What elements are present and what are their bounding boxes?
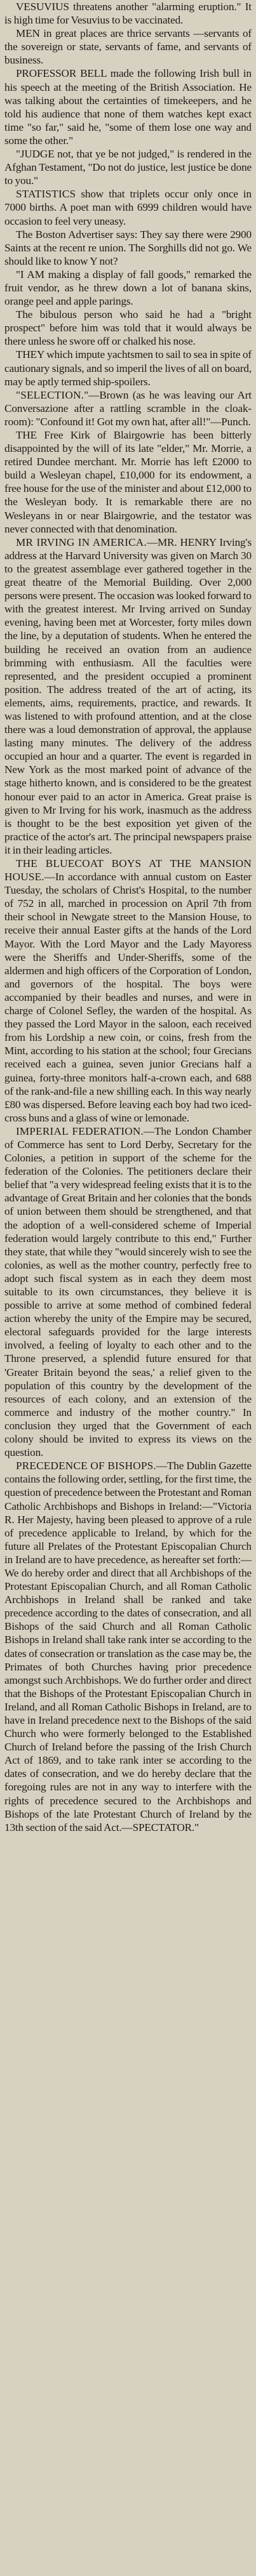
imperial-heading: IMPERIAL FEDERATION. xyxy=(16,1125,144,1137)
item-bibulous-person: The bibulous person who said he had a "bright prospect" before him was told that it would always be there unless he swore off or chalked his nose. xyxy=(4,308,252,348)
item-ship-spoilers: THEY which impute yachtsmen to sail to sea in spite of cautionary signals, and so imperil the lives of all on board, may be aptly termed ship-spoilers. xyxy=(4,348,252,388)
precedence-heading: PRECEDENCE OF BISHOPS. xyxy=(16,1460,156,1472)
item-bluecoat-boys xyxy=(4,857,252,1125)
item-professor-bell: PROFESSOR BELL made the following Irish bull in his speech at the meeting of the British Association. He was talking about the certainties of timekeepers, and he told his audience that none of them watches kept exact time "so far," said he, "some of them lose one way and some the other." xyxy=(4,67,252,147)
selection-body: —Brown (as he was leaving our Art Conversazione after a rattling scramble in the cloak-room): "Confound it! Got my own hat, after all!"—Punch. xyxy=(4,388,252,428)
selection-lead: "SELECTION." xyxy=(16,388,89,401)
statistics-body: show that triplets occur only once in 7000 births. A poet man with 6999 children would have occasion to feel very uneasy. xyxy=(4,188,252,227)
item-selection xyxy=(4,388,252,428)
item-precedence-bishops xyxy=(4,1459,252,1834)
irving-body: —MR. HENRY Irving's address at the Harvard University was given on March 30 to the greatest assemblage ever gathered together in the great theatre of the Memorial Building. Over 2,000 persons were present. The occasion was looked forward to with the greatest interest. Mr Irving arrived on Sunday evening, having been met at Worcester, forty miles down the line, by a deputation of students. When he entered the building he received an ovation from an audience brimming with enthusiasm. All the faculties were represented, and the president occupied a prominent position. The address treated of the art of acting, its elements, aims, requirements, practice, and rewards. It was listened to with profound attention, and at the close there was a loud demonstration of approval, the applause lasting many minutes. The delivery of the address occupied an hour and a quarter. The event is regarded in New York as the most marked point of advance of the stage hitherto known, and is considered to be the greatest honour ever paid to an actor in America. Great praise is given to Mr Irving for his work, inasmuch as the address is thought to be the best exposition yet given of the practice of the actor's art. The principal newspapers praise it in their leading articles. xyxy=(4,536,252,856)
irving-heading: MR IRVING IN AMERICA. xyxy=(16,536,147,548)
item-judge-not: "JUDGE not, that ye be not judged," is rendered in the Afghan Testament, "Do not do justice, lest justice be done to you." xyxy=(4,148,252,187)
item-fall-goods: "I AM making a display of fall goods," remarked the fruit vendor, as he threw down a lot of banana skins, orange peel and apple parings. xyxy=(4,268,252,308)
bluecoat-heading: THE BLUECOAT BOYS AT THE MANSION HOUSE. xyxy=(4,857,252,883)
item-statistics xyxy=(4,187,252,227)
item-vesuvius: VESUVIUS threatens another "alarming eruption." It is high time for Vesuvius to be vaccinated. xyxy=(4,1,252,27)
imperial-body: —The London Chamber of Commerce has sent to Lord Derby, Secretary for the Colonies, a petition in support of the scheme for the federation of the Colonies. The petitioners declare their belief that "a very widespread feeling exists that it is to the advantage of Great Britain and her colonies that the bonds of union between them should be strengthened, and that the adoption of a well-considered scheme of Imperial federation would largely contribute to this end," Further they state, that while they "would sincerely wish to see the colonies, as well as the mother country, perfectly free to adopt such fiscal system as in each they deem most suitable to its own circumstances, they believe it is possible to arrive at some method of combined federal action whereby the unity of the Empire may be secured, electoral safeguards provided for the large interests involved, a feeling of loyalty to each other and to the Throne preserved, a splendid future ensured for that 'Greater Britain beyond the seas,' a relief given to the population of this country by the development of the resources of each colony, and an extension of the commerce and industry of the mother country." In conclusion they urged that the Government of each colony should be invited to express its views on the question. xyxy=(4,1125,252,1459)
precedence-body: —The Dublin Gazette contains the following order, settling, for the first time, the question of precedence between the Protestant and Roman Catholic Archbishops and Bishops in Ireland:—"Victoria R. Her Majesty, having been pleased to approve of a rule of precedence applicable to Ireland, by which for the future all Prelates of the Protestant Episcopalian Church in Ireland are to have precedence, as hereafter set forth:—We do hereby order and direct that all Archbishops of the Protestant Episcopalian Church, and all Roman Catholic Archbishops in Ireland shall be ranked and take precedence according to the dates of consecration, and all Bishops of the said Church and all Roman Catholic Bishops in Ireland shall take rank inter se according to the dates of consecration or translation as the case may be, the Primates of both Churches having prior precedence amongst such Archbishops. We do further order and direct that the Bishops of the Protestant Episcopalian Church in Ireland, and all Roman Catholic Bishops in Ireland, are to have in Ireland precedence next to the Bishops of the said Church who were formerly belonged to the Established Church of Ireland before the passing of the Irish Church Act of 1869, and to take rank inter se according to the dates of consecration, and we do hereby declare that the foregoing rules are not in any way to interfere with the rights of precedence secured to the Archbishops and Bishops of the late Protestant Church of Ireland by the 13th section of the said Act.—SPECTATOR." xyxy=(4,1460,252,1833)
page-edge xyxy=(0,2551,256,2576)
statistics-lead: STATISTICS xyxy=(16,188,76,201)
item-free-kirk: THE Free Kirk of Blairgowrie has been bitterly disappointed by the will of its late "elder," Mr. Morrie, a retired Dundee merchant. Mr. Morrie has left £2000 to build a Wesleyan chapel, £10,000 for its endowment, a free house for the use of the minister and about £12,000 to the Wesleyan body. It is remarkable there are no Wesleyans in or near Blairgowrie, and the testator was never connected with that denomination. xyxy=(4,429,252,535)
bluecoat-body: —In accordance with annual custom on Easter Tuesday, the scholars of Christ's Hospital, to the number of 752 in all, marched in procession on April 7th from their school in Newgate street to the Mansion House, to receive their annual Easter gifts at the hands of the Lord Mayor. With the Lord Mayor and the Lady Mayoress were the Sheriffs and Under-Sheriffs, some of the aldermen and high officers of the Corporation of London, and governors of the hospital. The boys were accompanied by their beadles and nurses, and were in charge of Colonel Sefley, the warden of the hospital. As they passed the Lord Mayor in the saloon, each received from his Lordship a new coin, or coins, fresh from the Mint, according to his station at the school; four Grecians received each a guinea, seven junior Grecians half a guinea, forty-three monitors half-a-crown each, and 688 of the rank-and-file a new shilling each. In this way nearly £80 was dispersed. Before leaving each boy had two iced-cross buns and a glass of wine or lemonade. xyxy=(4,871,252,1124)
item-boston-advertiser: The Boston Advertiser says: They say there were 2900 Saints at the recent re union. The Sorghills did not go. We should like to know Y not? xyxy=(4,228,252,267)
news-column xyxy=(4,0,252,1834)
item-servants: MEN in great places are thrice servants —servants of the sovereign or state, servants of fame, and servants of business. xyxy=(4,27,252,67)
item-irving-america xyxy=(4,536,252,857)
item-imperial-federation xyxy=(4,1125,252,1459)
